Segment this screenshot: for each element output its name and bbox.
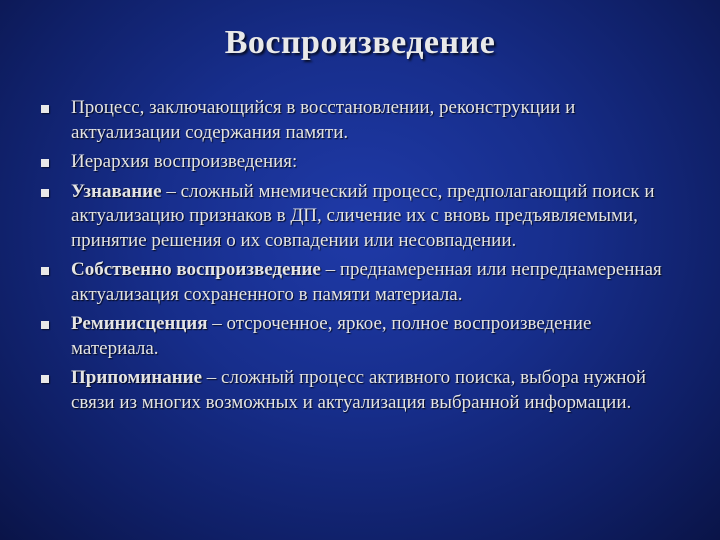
- square-bullet-icon: [41, 189, 49, 197]
- bullet-term: Собственно воспроизведение: [71, 259, 321, 280]
- bullet-text: Иерархия воспроизведения:: [71, 151, 298, 172]
- square-bullet-icon: [41, 375, 49, 383]
- bullet-list: [38, 96, 678, 420]
- slide-title: Воспроизведение: [224, 24, 496, 61]
- bullet-text: Процесс, заключающийся в восстановлении, реконструкции и актуализации содержания памяти.: [71, 97, 576, 143]
- bullet-item-reminiscence: [38, 312, 678, 361]
- bullet-text: – преднамеренная или непреднамеренная актуализация сохраненного в памяти материала.: [71, 259, 662, 305]
- bullet-text: – отсроченное, яркое, полное воспроизведение материала.: [71, 313, 592, 359]
- bullet-item-hierarchy: [38, 150, 678, 175]
- bullet-text: – сложный процесс активного поиска, выбора нужной связи из многих возможных и актуализация выбранной информации.: [71, 367, 647, 413]
- square-bullet-icon: [41, 159, 49, 167]
- bullet-item-process: [38, 96, 678, 145]
- bullet-item-recognition: [38, 180, 678, 254]
- square-bullet-icon: [41, 105, 49, 113]
- square-bullet-icon: [41, 267, 49, 275]
- bullet-text: – сложный мнемический процесс, предполагающий поиск и актуализацию признаков в ДП, сличение их с вновь предъявляемыми, принятие решения о их совпадении или несовпадении.: [71, 180, 655, 251]
- square-bullet-icon: [41, 321, 49, 329]
- bullet-item-recall: [38, 366, 678, 415]
- bullet-item-reproduction: [38, 258, 678, 307]
- bullet-term: Припоминание: [71, 367, 203, 388]
- bullet-term: Узнавание: [71, 180, 162, 202]
- bullet-term: Реминисценция: [71, 313, 208, 334]
